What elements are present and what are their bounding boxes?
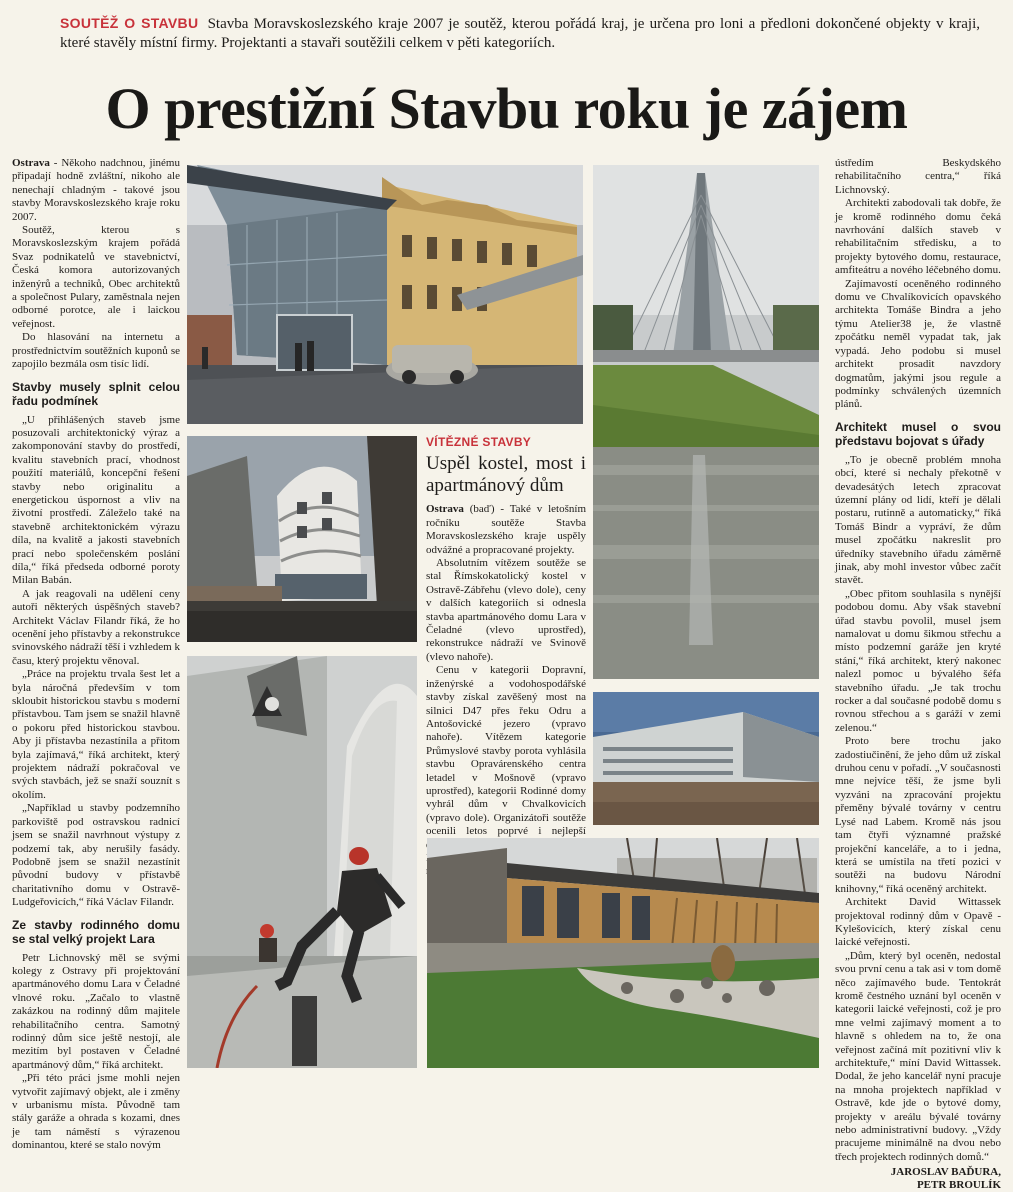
photo-lara-apartments xyxy=(187,436,417,642)
col4-subhead-1: Architekt musel o svou představu bojovat s úřady xyxy=(835,419,1001,448)
col1-p4: „U přihlášených staveb jsme posuzovali architektonický výraz a zakomponování stavby do prostředí, kvalitu stavebních prací, vhodnost použití materiálů, koncepční řešení stavby nebo originalitu a energetickou úspornost a vliv na životní prostředí. Záleželo také na stavebně architektonickém výrazu díla, na kvalitě a jakosti stavebních prací nebo společenském poslání díla,“ říká předseda odborné poroty Milan Babán. xyxy=(12,413,180,587)
headline: O prestižní Stavbu roku je zájem xyxy=(105,76,908,141)
col1-p8: Petr Lichnovský měl se svými kolegy z Ostravy při projektování apartmánového domu Lara v Čeladné vlnové roku. „Začalo to vlastně zakázkou na rodinný dům majitele rehabilitačního centra. Samotný rodinný dům sice ještě nestojí, ale mezitím byl postaven v Čeladné apartmánový dům,“ říká architekt. xyxy=(12,951,180,1071)
col1-subhead-2: Ze stavby rodinného domu se stal velký projekt Lara xyxy=(12,917,180,946)
intro-paragraph xyxy=(60,14,980,53)
column-4 xyxy=(835,157,1001,1192)
col4-p5: „Obec přitom souhlasila s nynější podobou domu. Aby však stavební úřad stavbu povolil, musel jsem namalovat u domu šikmou střechu a místo podzemní garáže jen kryté stání,“ říká architekt, který nakonec nalezl pomoc u bývalého šéfa stavebního úřadu. „Je tak trochu rocker a dal současné podobě domu s rovnou střechou a s garáží v zemi zelenou.“ xyxy=(835,587,1001,734)
winners-p1-text: (baď) - Také v letošním ročníku soutěže Stavba Moravskoslezského kraje uspěly odvážné a propracované projekty. xyxy=(426,503,586,556)
col4-p6: Proto bere trochu jako zadostiučinění, že jeho dům už získal druhou cenu v pořadí. „V současnosti mne nejvíce těší, že jsme byli vyzváni na zpracování projektu přeměny bývalé továrny v centru Lysé nad Labem. Kromě nás jsou tam čtyři významné pražské projekční kanceláře, a to i jedna, která se umístila na třetí pozici v soutěži na budovu Národní knihovny,“ říká oceněný architekt. xyxy=(835,735,1001,895)
dateline: Ostrava xyxy=(12,157,50,169)
col1-subhead-1: Stavby musely splnit celou řadu podmínek xyxy=(12,379,180,408)
byline-1: JAROSLAV BAĎURA, xyxy=(890,1166,1001,1179)
intro-text: Stavba Moravskoslezského kraje 2007 je soutěž, kterou pořádá kraj, je určena pro loni a předloni dokončené objekty v kraji, které stavěly místní firmy. Projektanti a stavaři soutěžili celkem v pěti kategoriích. xyxy=(60,16,981,51)
winners-p1 xyxy=(426,503,586,557)
col1-p3: Do hlasování na internetu a prostřednictvím soutěžních kuponů se zapojilo bezmála osm tisíc lidí. xyxy=(12,331,180,371)
col4-p2: Architekti zabodovali tak dobře, že je kromě rodinného domu čeká navrhování dalších staveb v rehabilitačním středisku, a to projekty bytového domu, restaurace, amfiteátru a nového léčebného domu. xyxy=(835,197,1001,277)
winners-box xyxy=(426,436,586,904)
winners-p3: Cenu v kategorii Dopravní, inženýrské a vodohospodářské stavby získal zavěšený most na silnici D47 přes řeku Odru a Antošovické jezero (vpravo nahoře). Vítězem kategorie Průmyslové stavby porota vyhlásila stavbu Opravárenského centra letadel v Mošnově (vpravo uprostřed), kategorii Rodinné domy vyhrál dům v Chvalkovicích (vpravo dole). Organizátoři soutěže ocenili letos poprvé i nejlepší xyxy=(426,664,586,838)
col1-paragraph xyxy=(12,157,180,224)
photo-bridge xyxy=(593,165,819,679)
col1-p9: „Při této práci jsme mohli nejen vytvořit zajímavý objekt, ale i změny v urbanismu místa. Původně tam stály garáže a ohrada s kozami, dnes je tam náměstí s výrazenou dominantou, které se stalo novým xyxy=(12,1072,180,1152)
column-1 xyxy=(12,157,180,1153)
col4-p3: Zajímavostí oceněného rodinného domu ve Chvalíkovicích opavského architekta Tomáše Bindra a jeho týmu Atelier38 je, že vlastně zpočátku neměl vypadat tak, jak vypadá. Jeho podobu si musel architekt prosadit navzdory dogmatům, jakými jsou regule a podmínky schválených územních plánů. xyxy=(835,277,1001,411)
winners-p2: Absolutním vítězem soutěže se stal Římskokatolický kostel v Ostravě-Zábřehu (vlevo dole), ceny v dalších kategoriích si odnesla stavba apartmánového domu Lara v Čeladné (vlevo uprostřed), rekonstrukce nádraží ve Svinově (vlevo nahoře). xyxy=(426,557,586,663)
winners-title: Uspěl kostel, most i apartmánový dům xyxy=(426,453,586,497)
photo-family-house-chvalikovice xyxy=(427,838,819,1068)
col4-p4: „To je obecně problém mnoha obcí, které si nechaly překotně v devadesátých letech zpracovat územní plány od lidí, kteří je dělali postaru, rutinně a automaticky,“ říká Tomáš Bindr a vypráví, že dům musel zpočátku nakreslit pro úředníky stavebního úřadu záměrně jinak, aby mohl investor vůbec začít stavět. xyxy=(835,453,1001,587)
intro-kicker: SOUTĚŽ O STAVBU xyxy=(60,15,199,31)
col4-p1: ústředím Beskydského rehabilitačního centra,“ říká Lichnovský. xyxy=(835,157,1001,196)
col1-p1: - Někoho nadchnou, jinému připadají hodně zvláštní, nikoho ale nenechají chladným - takové jsou stavby Moravskoslezského kraje roku 2007. xyxy=(12,157,180,223)
col1-p2: Soutěž, kterou s Moravskoslezským krajem pořádá Svaz podnikatelů ve stavebnictví, Česká komora autorizovaných inženýrů a techniků, Obec architektů a společnost Pulary, zaměstnala nejen odborné porotce, ale i laickou veřejnost. xyxy=(12,224,180,330)
col1-p5: A jak reagovali na udělení ceny autoři některých úspěšných staveb? Architekt Václav Filandr říká, že ho ocenění jeho přístavby a rekonstrukce svinovského nádraží těší i vzhledem k času, který projektu věnoval. xyxy=(12,587,180,667)
photo-svinov-station xyxy=(187,165,583,424)
byline-2: PETR BROULÍK xyxy=(916,1179,1001,1192)
winners-dateline: Ostrava xyxy=(426,503,464,516)
col1-p6: „Práce na projektu trvala šest let a byla náročná především v tom skloubit historickou stavbu s moderní přístavbou. Tam jsem se snažil hlavně o pokoru před historickou stavbou. Aby ji přístavba nezastínila a přitom byla zajímavá,“ říká architekt, který projektem nádraží pokračoval ve svých stavbách, jež se snaží souznít s okolím. xyxy=(12,668,180,801)
photo-church-zabreh xyxy=(187,656,417,1068)
col4-p7: Architekt David Wittassek projektoval rodinný dům v Opavě - Kylešovicích, který získal cenu laické veřejnosti. xyxy=(835,896,1001,949)
winners-kicker: VÍTĚZNÉ STAVBY xyxy=(426,435,532,449)
col4-p8: „Dům, který byl oceněn, nedostal svou první cenu a tak asi v tom domě něco zajímavého bude. Tentokrát kromě čestného uznání byl oceněn v kategorii laické veřejnosti, což je pro mne velmi zajímavý moment a to hlavně s ohledem na to, že ona veřejnost začíná mít pozitivní vliv k architektuře,“ míní David Wittassek. Dodal, že jeho kancelář nyní pracuje na mnoha projektech například v Ostravě, kde jde o bytové domy, projekty v areálu bývalé továrny nebo administrativní budovy. „Vždy pracujeme minimálně na dvou nebo třech projektech rodinných domů.“ xyxy=(835,949,1001,1163)
photo-aircraft-repair-center xyxy=(593,692,819,825)
col1-p7: „Například u stavby podzemního parkoviště pod ostravskou radnicí jsem se snažil navrhnout výstupy z podzemí tak, aby nerušily fasády. Podobně jsem se snažil nezastínit původní budovy v přístavbě charitativního domu v Ostravě-Ludgeřovicích,“ říká Václav Filandr. xyxy=(12,802,180,909)
